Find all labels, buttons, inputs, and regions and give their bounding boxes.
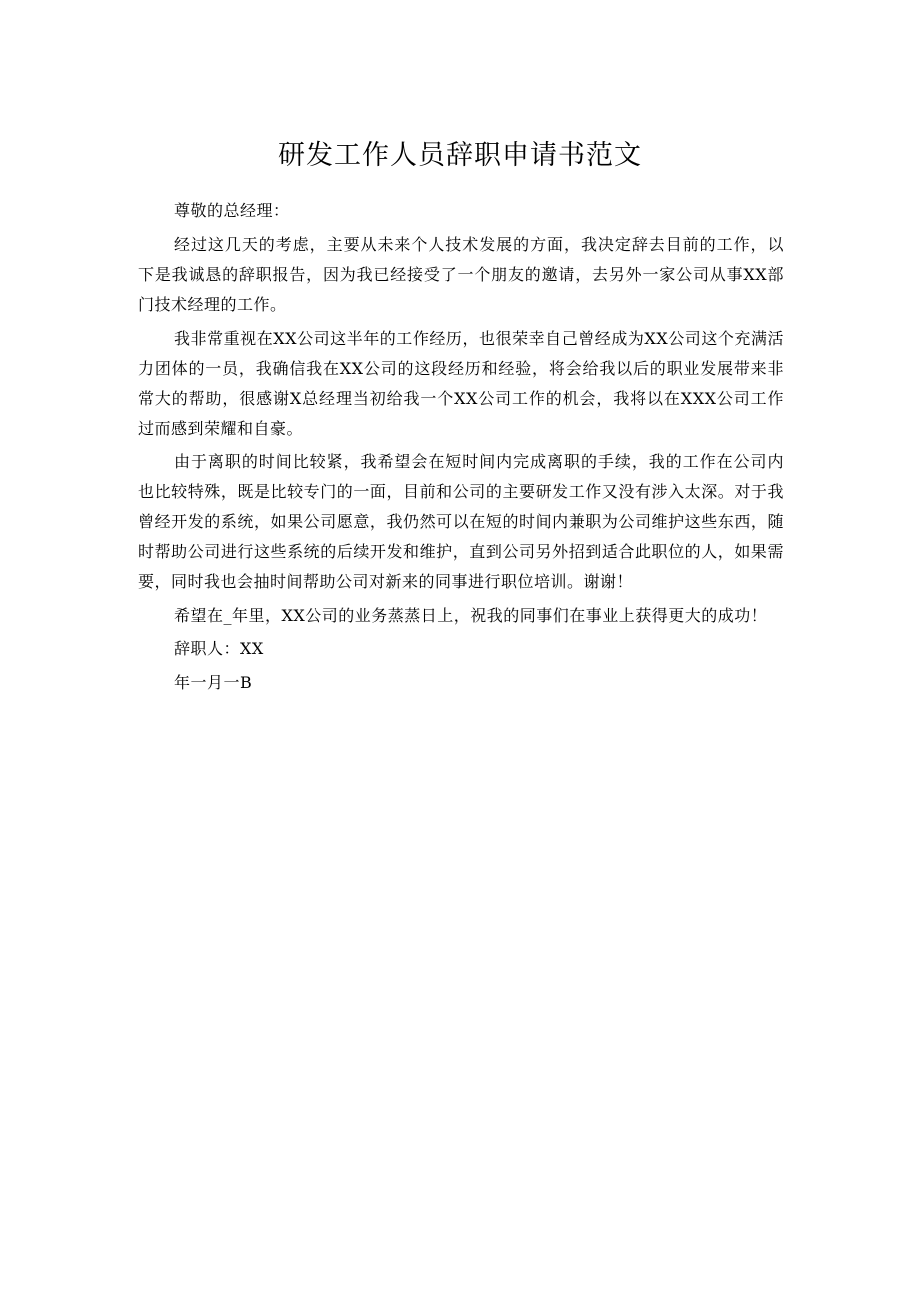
paragraph-handover: 由于离职的时间比较紧，我希望会在短时间内完成离职的手续，我的工作在公司内也比较特殊，既是比较专门的一面，目前和公司的主要研发工作又没有涉入太深。对于我曾经开发的系统，如果公司愿意，我仍然可以在短的时间内兼职为公司维护这些东西，随时帮助公司进行这些系统的后续开发和维护，直到公司另外招到适合此职位的人，如果需要，同时我也会抽时间帮助公司对新来的同事进行职位培训。谢谢！ <box>138 452 784 591</box>
signature: 辞职人：XX <box>174 639 264 658</box>
paragraph-wishes: 希望在_年里，XX公司的业务蒸蒸日上，祝我的同事们在事业上获得更大的成功！ <box>174 605 768 625</box>
document-body <box>138 196 784 701</box>
salutation: 尊敬的总经理： <box>174 201 290 220</box>
paragraph-gratitude: 我非常重视在XX公司这半年的工作经历，也很荣幸自己曾经成为XX公司这个充满活力团体的一员，我确信我在XX公司的这段经历和经验，将会给我以后的职业发展带来非常大的帮助，很感谢X总经理当初给我一个XX公司工作的机会，我将以在XXX公司工作过而感到荣耀和自豪。 <box>138 328 784 438</box>
date-line: 年一月一B <box>174 672 253 692</box>
paragraph-reason: 经过这几天的考虑，主要从未来个人技术发展的方面，我决定辞去目前的工作，以下是我诚恳的辞职报告，因为我已经接受了一个朋友的邀请，去另外一家公司从事XX部门技术经理的工作。 <box>138 235 784 314</box>
document-title: 研发工作人员辞职申请书范文 <box>278 140 642 171</box>
